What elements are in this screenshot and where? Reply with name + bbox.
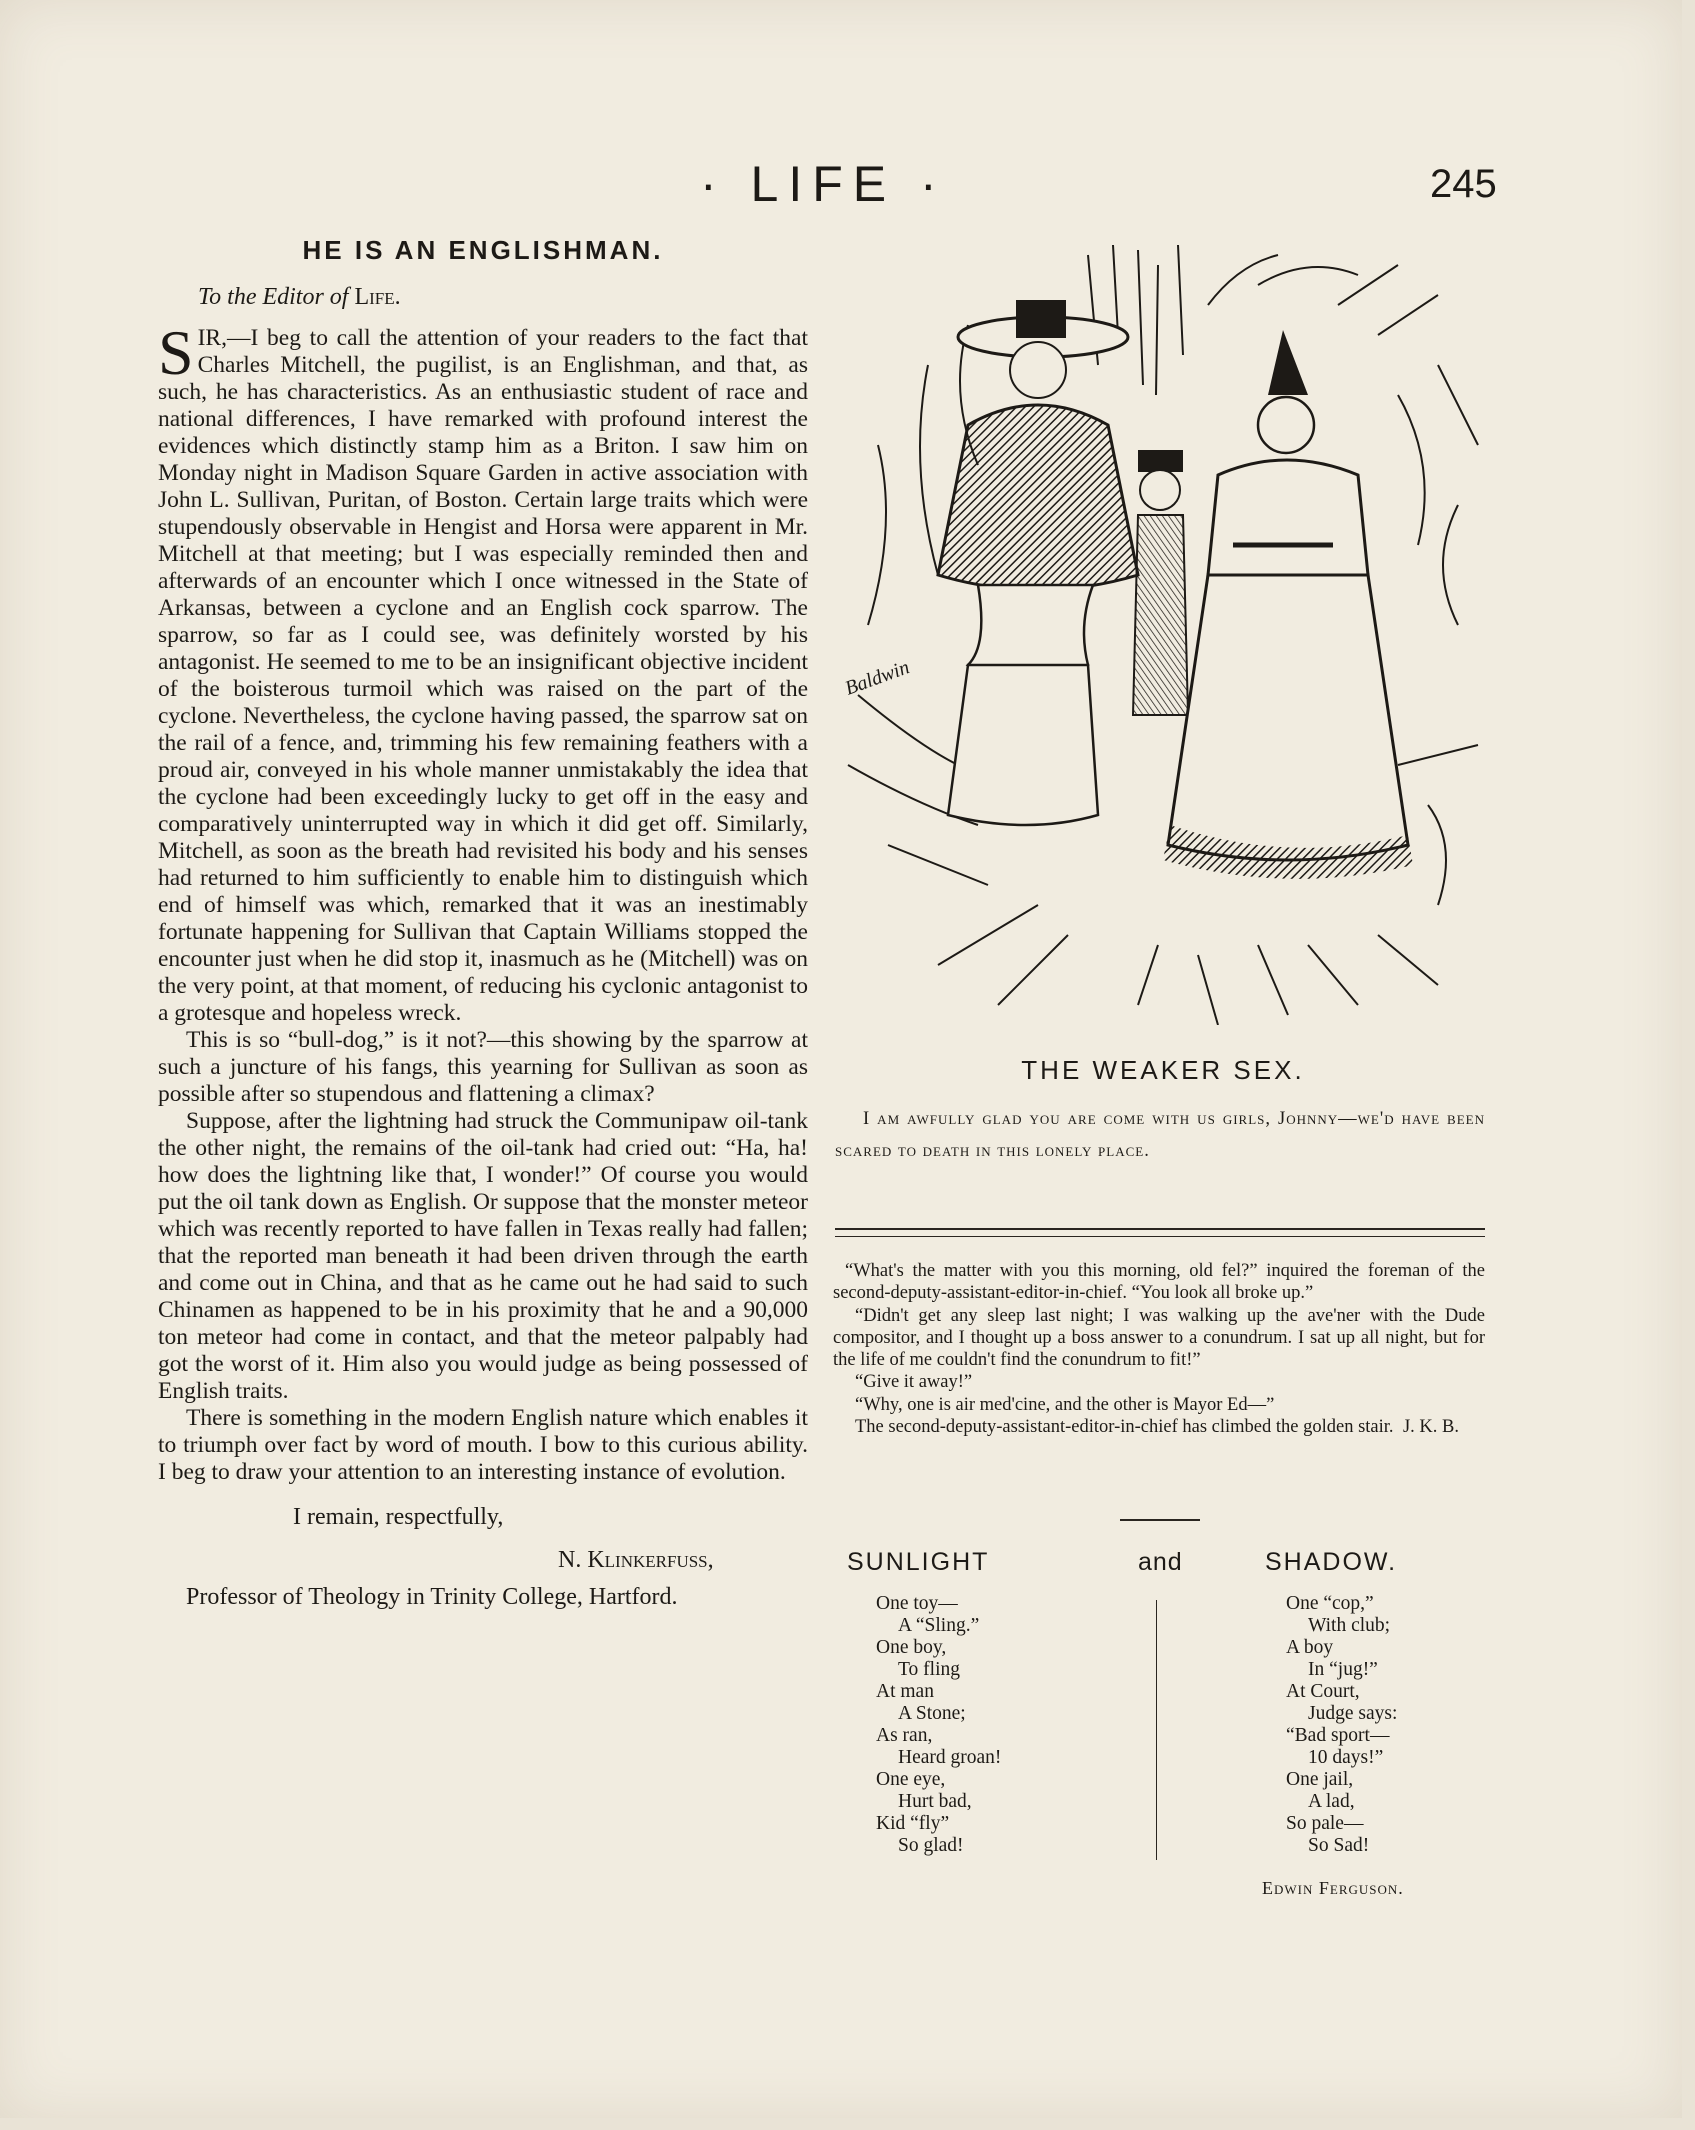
joke-paragraph: “Give it away!” (855, 1372, 973, 1393)
article-paragraph: Suppose, after the lightning had struck the Communipaw oil-tank the other night, the remains of the oil-tank had cried out: “Ha, ha! how does the lightning like that, I wonder!” Of course you would put the oil tank down as English. Or suppose that the monster meteor which was recently reported to have fallen in Texas really had fallen; that the reported man beneath it had been driven through the earth and come out in China, and that as he came out he had said to such Chinamen as happened to be in his proximity that he and a 90,000 ton meteor had come in contact, and that the meteor palpably had got the worst of it. Him also you would judge as being possessed of English traits. (158, 1108, 808, 1404)
poem-line: As ran, (876, 1725, 933, 1746)
figure-right-woman (1163, 330, 1413, 879)
poem-line: One toy— (876, 1593, 958, 1614)
poem-author: Edwin Ferguson. (1262, 1878, 1404, 1898)
affiliation: Professor of Theology in Trinity College, Hartford. (186, 1584, 678, 1610)
article-closing (158, 1504, 808, 1611)
poem-line: A boy (1286, 1637, 1334, 1658)
joke-paragraph: “What's the matter with you this morning, old fel?” inquired the foreman of the second-deputy-assistant-editor-in-chief. “You look all broke up.” (833, 1261, 1485, 1304)
poem-line: A Stone; (898, 1703, 966, 1724)
salutation-name: Life. (354, 284, 401, 310)
illustration-weaker-sex (838, 245, 1488, 1025)
poem-line: Heard groan! (898, 1747, 1002, 1768)
joke-paragraph: “Didn't get any sleep last night; I was walking up the ave'ner with the Dude compositor, and I thought up a boss answer to a conundrum. I sat up all night, but for the life of me couldn't find the conundrum to fit!” (833, 1305, 1485, 1371)
poem-line: One boy, (876, 1637, 947, 1658)
poem-line: So Sad! (1308, 1835, 1370, 1856)
page-number: 245 (1430, 162, 1497, 206)
poem-left-stanza (876, 1593, 1001, 1857)
poem-line: A lad, (1308, 1791, 1355, 1812)
poem-line: A “Sling.” (898, 1615, 980, 1636)
poem-line: To fling (898, 1659, 961, 1680)
poem-title-mid: and (1138, 1548, 1183, 1576)
article-headline: HE IS AN ENGLISHMAN. (302, 235, 664, 265)
poem-line: At man (876, 1681, 934, 1702)
poem-line: Hurt bad, (898, 1791, 972, 1812)
poem-line: So pale— (1286, 1813, 1364, 1834)
poem-line: At Court, (1286, 1681, 1360, 1702)
double-rule-divider (835, 1228, 1485, 1237)
article-body (158, 317, 808, 1486)
artist-signature: Baldwin (842, 656, 913, 700)
masthead: · LIFE · (700, 156, 947, 212)
joke-signature: J. K. B. (1402, 1417, 1459, 1438)
poem-line: Kid “fly” (876, 1813, 950, 1834)
poem-line: With club; (1308, 1615, 1391, 1636)
figure-boy (1133, 450, 1188, 715)
salutation-prefix: To the Editor of (198, 284, 349, 310)
article-paragraph: This is so “bull-dog,” is it not?—this showing by the sparrow at such a juncture of his fangs, this yearning for Sullivan as soon as possible after so stupendous and flattening a climax? (158, 1027, 808, 1107)
poem-line: “Bad sport— (1286, 1725, 1390, 1746)
illustration-title: THE WEAKER SEX. (1021, 1055, 1305, 1085)
short-rule-divider (1120, 1519, 1200, 1521)
poem-line: In “jug!” (1308, 1659, 1378, 1680)
poem-line: So glad! (898, 1835, 964, 1856)
closing-line: I remain, respectfully, (293, 1504, 504, 1530)
article-paragraph (158, 317, 808, 1027)
poem-line: One “cop,” (1286, 1593, 1374, 1614)
poem-line: Judge says: (1308, 1703, 1398, 1724)
signature: N. Klinkerfuss, (558, 1547, 714, 1573)
joke-paragraph: The second-deputy-assistant-editor-in-chief has climbed the golden stair. (855, 1417, 1394, 1438)
poem-line: One jail, (1286, 1769, 1354, 1790)
article-paragraph: There is something in the modern English nature which enables it to triumph over fact by word of mouth. I bow to this curious ability. I beg to draw your attention to an interesting instance of evolution. (158, 1405, 808, 1485)
joke-paragraph: “Why, one is air med'cine, and the other is Mayor Ed—” (855, 1394, 1275, 1415)
poem-title-left: SUNLIGHT (847, 1548, 990, 1576)
poem-title-right: SHADOW. (1265, 1548, 1398, 1576)
figure-left-woman (938, 300, 1138, 825)
joke-item (833, 1260, 1485, 1439)
poem-line: 10 days!” (1308, 1747, 1384, 1768)
paragraph-text: IR,—I beg to call the attention of your readers to the fact that Charles Mitchell, the pugilist, is an Englishman, and that, as such, he has characteristics. As an enthusiastic student of race and national differences, I have remarked with profound interest the evidences which distinctly stamp him as a Briton. I saw him on Monday night in Madison Square Garden in active association with John L. Sullivan, Puritan, of Boston. Certain large traits which were stupendously observable in Hengist and Horsa were apparent in Mr. Mitchell at that meeting; but I was especially reminded then and afterwards of an encounter which I once witnessed in the State of Arkansas, between a cyclone and an English cock sparrow. The sparrow, so far as I could see, was definitely worsted by his antagonist. He seemed to me to be an insignificant objective incident of the boisterous turmoil which was raised on the part of the cyclone. Nevertheless, the cyclone having passed, the sparrow sat on the rail of a fence, and, trimming his few remaining feathers with a proud air, conveyed in his whole manner unmistakably the idea that the cyclone had been exceedingly lucky to get off in the easy and comparatively uninterrupted way in which it did get off. Similarly, Mitchell, as soon as the breath had revisited his body and his senses had returned to him sufficiently to enable him to distinguish which end of himself was which, remarked that it was an inestimably fortunate happening for Sullivan that Captain Williams stopped the encounter just when he did stop it, inasmuch as he (Mitchell) was on the very point, at that moment, of reducing his cyclonic antagonist to a grotesque and hopeless wreck. (158, 325, 808, 1026)
poem-column-divider (1156, 1600, 1157, 1860)
article (158, 235, 808, 1611)
poem-line: One eye, (876, 1769, 946, 1790)
illustration-caption: I am awfully glad you are come with us girls, Johnny—we'd have been scared to death in this lonely place. (835, 1109, 1485, 1161)
drop-cap: S (158, 317, 194, 388)
poem-right-stanza (1286, 1593, 1397, 1857)
salutation (198, 284, 808, 311)
